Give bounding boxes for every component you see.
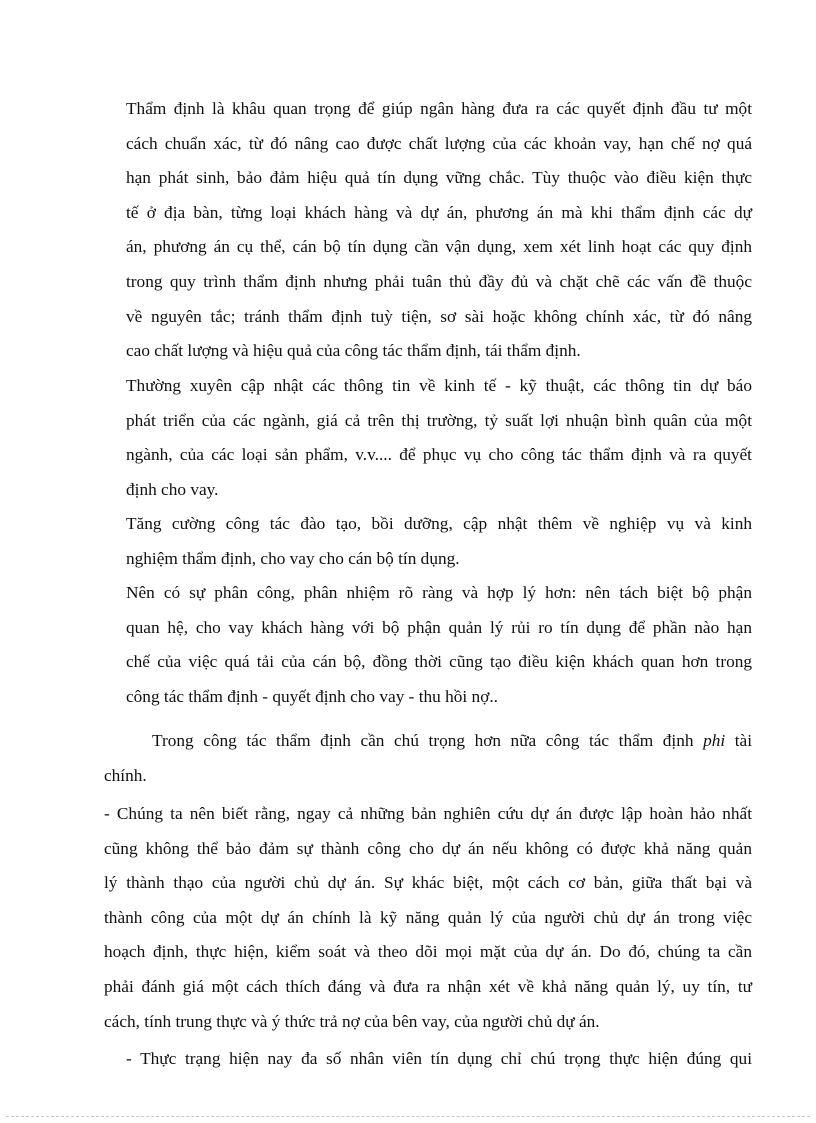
text-line: - Chúng ta nên biết rằng, ngay cả những bản nghiên cứu dự án được lập hoàn hảo nhất [104, 804, 752, 823]
paragraph-non-financial [104, 724, 752, 793]
paragraph-task-assignment [126, 576, 752, 714]
paragraph-update-information [126, 369, 752, 507]
text-line: Thường xuyên cập nhật các thông tin về kinh tế - kỹ thuật, các thông tin dự báo [126, 376, 752, 395]
text-line: chế của việc quá tải của cán bộ, đồng thời cũng tạo điều kiện khách quan hơn trong [126, 652, 752, 672]
text-line: ngành, của các loại sản phẩm, v.v.... để phục vụ cho công tác thẩm định và ra quyết [126, 445, 752, 465]
text-line: hạn phát sinh, bảo đảm hiệu quả tín dụng vững chắc. Tùy thuộc vào điều kiện thực [126, 168, 752, 188]
paragraph-training [126, 507, 752, 576]
text-line: hoạch định, thực hiện, kiểm soát và theo dõi mọi mặt của dự án. Do đó, chúng ta cần [104, 942, 752, 962]
text-segment: tài [725, 731, 753, 750]
text-line: phải đánh giá một cách thích đáng và đưa ra nhận xét về khả năng quản lý, uy tín, tư [104, 976, 752, 996]
text-line: trong quy trình thẩm định nhưng phải tuân thủ đầy đủ và chặt chẽ các vấn đề thuộc [126, 271, 752, 291]
text-line: cao chất lượng và hiệu quả của công tác thẩm định, tái thẩm định. [126, 341, 581, 361]
italic-term: phi [703, 731, 726, 750]
text-line: công tác thẩm định - quyết định cho vay - thu hồi nợ.. [126, 686, 498, 706]
text-line: về nguyên tắc; tránh thẩm định tuỳ tiện, sơ sài hoặc không chính xác, từ đó nâng [126, 306, 752, 326]
text-line: Thẩm định là khâu quan trọng để giúp ngân hàng đưa ra các quyết định đầu tư một [126, 99, 752, 118]
text-line: cách chuẩn xác, từ đó nâng cao được chất lượng của các khoản vay, hạn chế nợ quá [126, 133, 752, 153]
text-line: tế ở địa bàn, từng loại khách hàng và dự án, phương án mà khi thẩm định các dự [126, 202, 752, 222]
paragraph-current-situation [126, 1042, 752, 1077]
text-line: án, phương án cụ thể, cán bộ tín dụng cần vận dụng, xem xét linh hoạt các quy định [126, 237, 752, 257]
paragraph-appraisal-importance [126, 92, 752, 369]
text-line: Tăng cường công tác đào tạo, bồi dưỡng, cập nhật thêm về nghiệp vụ và kinh [126, 514, 752, 533]
text-line: chính. [104, 765, 147, 785]
text-line: quan hệ, cho vay khách hàng với bộ phận quản lý rủi ro tín dụng để phần nào hạn [126, 617, 752, 637]
text-line [104, 724, 752, 759]
text-line: cách, tính trung thực và ý thức trả nợ của bên vay, của người chủ dự án. [104, 1011, 600, 1031]
text-segment: Trong công tác thẩm định cần chú trọng hơn nữa công tác thẩm định [152, 731, 704, 750]
text-line: nghiệm thẩm định, cho vay cho cán bộ tín dụng. [126, 548, 460, 568]
text-line: Nên có sự phân công, phân nhiệm rõ ràng và hợp lý hơn: nên tách biệt bộ phận [126, 583, 752, 602]
text-line: thành công của một dự án chính là kỹ năng quản lý của người chủ dự án trong việc [104, 907, 752, 927]
text-line: lý thành thạo của người chủ dự án. Sự khác biệt, một cách cơ bản, giữa thất bại và [104, 873, 752, 893]
page-bottom-border [6, 1115, 810, 1117]
text-line: cũng không thể bảo đảm sự thành công cho dự án nếu không có được khả năng quản [104, 838, 752, 858]
paragraph-management-skill [104, 797, 752, 1039]
text-line: định cho vay. [126, 479, 219, 499]
text-line: phát triển của các ngành, giá cả trên thị trường, tỷ suất lợi nhuận bình quân của một [126, 410, 752, 430]
text-line: - Thực trạng hiện nay đa số nhân viên tín dụng chỉ chú trọng thực hiện đúng qui [126, 1049, 752, 1068]
